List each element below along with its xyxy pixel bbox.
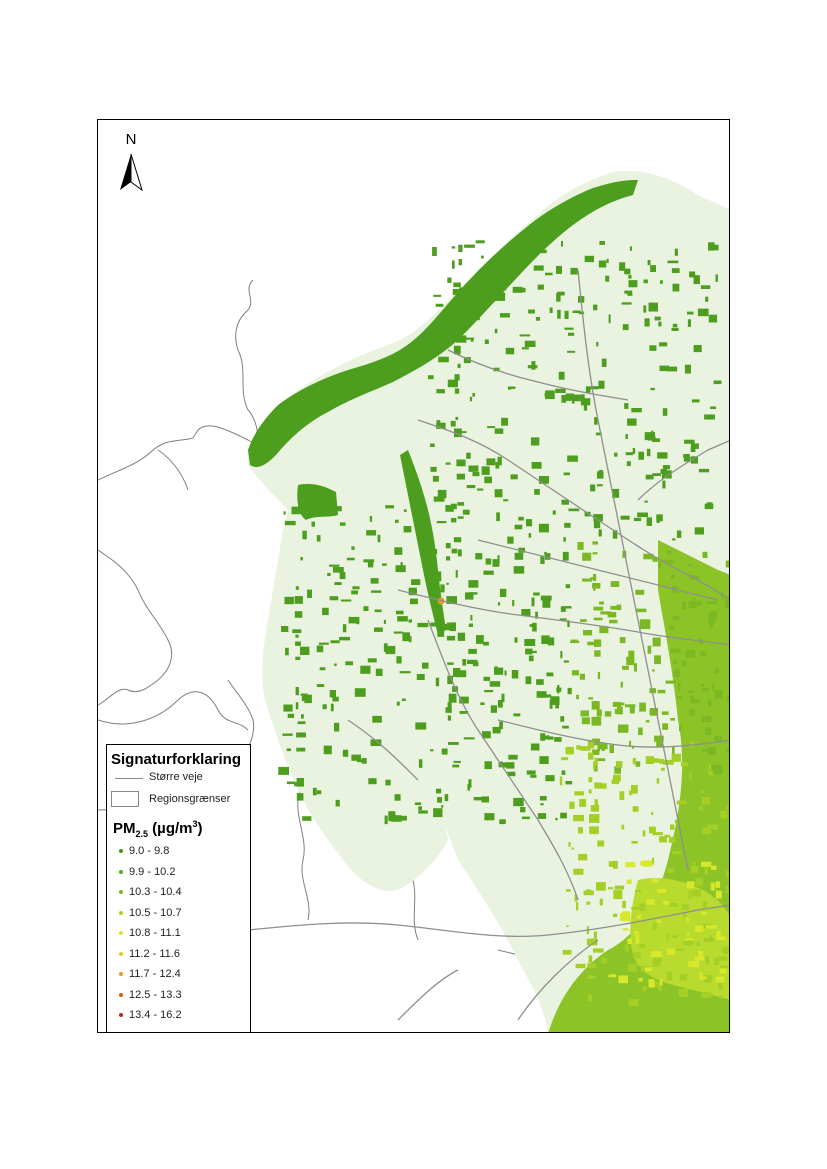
pm25-land-cover — [248, 171, 730, 1033]
legend-class-label: 10.5 - 10.7 — [129, 906, 182, 919]
legend-class-swatch — [119, 890, 123, 894]
legend-class-label: 11.2 - 11.6 — [129, 947, 180, 960]
legend-title: Signaturforklaring — [111, 751, 242, 768]
legend-road-label: Større veje — [149, 771, 203, 783]
legend-class-item — [119, 968, 181, 982]
legend-class-item — [119, 907, 182, 921]
legend-class-item — [119, 845, 169, 859]
legend-class-swatch — [119, 952, 123, 956]
north-arrow-icon — [116, 132, 146, 194]
legend-class-swatch — [119, 870, 123, 874]
legend-region-label: Regionsgrænser — [149, 793, 231, 805]
legend-class-label: 9.0 - 9.8 — [129, 845, 170, 857]
legend-class-item — [119, 1009, 182, 1023]
legend-class-item — [119, 989, 182, 1003]
map-legend — [106, 744, 251, 1033]
legend-class-label: 10.8 - 11.1 — [129, 927, 181, 939]
legend-class-swatch — [119, 1013, 123, 1017]
north-label: N — [125, 131, 137, 148]
legend-class-label: 12.5 - 13.3 — [129, 988, 182, 1001]
legend-class-swatch — [119, 972, 123, 976]
legend-class-label: 11.7 - 12.4 — [129, 968, 181, 980]
legend-class-item — [119, 886, 182, 900]
legend-class-label: 13.4 - 16.2 — [129, 1009, 182, 1021]
legend-class-swatch — [119, 911, 123, 915]
north-arrow — [116, 132, 146, 194]
legend-class-label: 10.3 - 10.4 — [129, 886, 182, 898]
legend-class-swatch — [119, 931, 123, 935]
legend-class-swatch — [119, 993, 123, 997]
legend-class-item — [119, 866, 175, 880]
legend-class-item — [119, 948, 180, 962]
legend-road-symbol — [115, 778, 143, 779]
legend-pm-title: $PM_{2.5}$ $(\mu g/m^3)$ — [113, 819, 203, 839]
legend-class-swatch — [119, 849, 123, 853]
legend-region-symbol — [111, 791, 139, 807]
legend-class-label: 9.9 - 10.2 — [129, 865, 176, 878]
legend-class-item — [119, 927, 181, 941]
